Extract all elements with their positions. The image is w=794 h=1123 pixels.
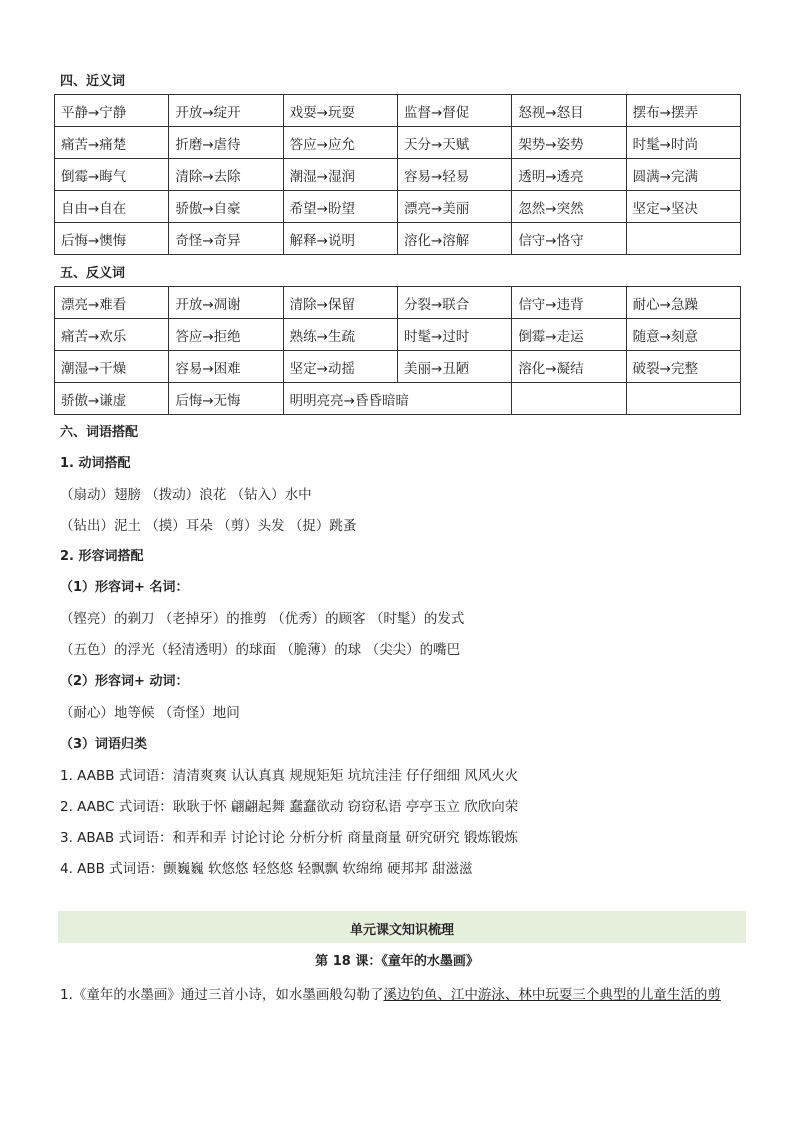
table-cell: 痛苦→痛楚 — [55, 127, 169, 159]
table-cell: 怒视→怒目 — [512, 95, 626, 127]
table-cell: 监督→督促 — [397, 95, 511, 127]
classify-heading: （3）词语归类 — [60, 737, 148, 752]
table-row — [55, 287, 741, 319]
table-row — [55, 159, 741, 191]
table-cell: 分裂→联合 — [397, 287, 511, 319]
table-row — [55, 127, 741, 159]
table-cell: 开放→绽开 — [169, 95, 283, 127]
table-cell: 潮湿→干燥 — [55, 351, 169, 383]
table-cell: 答应→拒绝 — [169, 319, 283, 351]
table-cell: 坚定→坚决 — [626, 191, 740, 223]
synonyms-table — [54, 94, 741, 255]
table-cell: 倒霉→晦气 — [55, 159, 169, 191]
table-cell: 信守→恪守 — [512, 223, 626, 255]
table-cell: 破裂→完整 — [626, 351, 740, 383]
table-row — [55, 95, 741, 127]
table-cell: 潮湿→湿润 — [283, 159, 397, 191]
antonyms-table — [54, 286, 741, 415]
table-cell: 容易→轻易 — [397, 159, 511, 191]
classify-line: 4. ABB 式词语：颤巍巍 软悠悠 轻悠悠 轻飘飘 软绵绵 硬邦邦 甜滋滋 — [60, 861, 473, 877]
table-cell: 折磨→虐待 — [169, 127, 283, 159]
table-row — [55, 319, 741, 351]
table-cell — [626, 223, 740, 255]
paragraph-underlined-text: 溪边钓鱼、江中游泳、林中玩耍三个典型的儿童生活的剪 — [383, 987, 721, 1003]
table-cell: 溶化→凝结 — [512, 351, 626, 383]
paragraph-text: 1.《童年的水墨画》通过三首小诗，如水墨画般勾勒了 — [60, 987, 384, 1003]
table-cell: 明明亮亮→昏昏暗暗 — [283, 383, 512, 415]
table-cell: 容易→困难 — [169, 351, 283, 383]
table-cell: 痛苦→欢乐 — [55, 319, 169, 351]
table-cell: 奇怪→奇异 — [169, 223, 283, 255]
table-cell: 后悔→懊悔 — [55, 223, 169, 255]
adj-collocation-heading: 2. 形容词搭配 — [60, 549, 144, 564]
table-row — [55, 223, 741, 255]
table-cell: 天分→天赋 — [397, 127, 511, 159]
table-cell: 时髦→时尚 — [626, 127, 740, 159]
verb-collocation-line: （钻出）泥土 （摸）耳朵 （剪）头发 （捉）跳蚤 — [60, 518, 357, 534]
table-cell: 平静→宁静 — [55, 95, 169, 127]
synonyms-heading: 四、近义词 — [60, 74, 126, 89]
table-cell: 透明→透亮 — [512, 159, 626, 191]
classify-line: 2. AABC 式词语：耿耿于怀 翩翩起舞 蠢蠢欲动 窃窃私语 亭亭玉立 欣欣向荣 — [60, 799, 519, 815]
table-cell: 希望→盼望 — [283, 191, 397, 223]
adj-verb-heading: （2）形容词+ 动词： — [60, 674, 189, 689]
table-row — [55, 191, 741, 223]
table-cell: 忽然→突然 — [512, 191, 626, 223]
table-cell: 耐心→急躁 — [626, 287, 740, 319]
section-band-title: 单元课文知识梳理 — [349, 923, 454, 938]
table-cell: 戏耍→玩耍 — [283, 95, 397, 127]
adj-verb-line: （耐心）地等候 （奇怪）地问 — [60, 705, 240, 721]
adj-noun-line: （铿亮）的剃刀 （老掉牙）的推剪 （优秀）的顾客 （时髦）的发式 — [60, 611, 465, 627]
table-cell: 时髦→过时 — [397, 319, 511, 351]
table-cell: 架势→姿势 — [512, 127, 626, 159]
verb-collocation-line: （扇动）翅膀 （拨动）浪花 （钻入）水中 — [60, 487, 312, 503]
table-row — [55, 383, 741, 415]
table-cell: 骄傲→谦虚 — [55, 383, 169, 415]
table-cell: 坚定→动摇 — [283, 351, 397, 383]
table-cell: 骄傲→自豪 — [169, 191, 283, 223]
lesson-title: 第 18 课：《童年的水墨画》 — [315, 954, 479, 969]
table-cell: 圆满→完满 — [626, 159, 740, 191]
classify-line: 1. AABB 式词语：清清爽爽 认认真真 规规矩矩 坑坑洼洼 仔仔细细 风风火火 — [60, 768, 519, 784]
table-row — [55, 351, 741, 383]
table-cell: 倒霉→走运 — [512, 319, 626, 351]
verb-collocation-heading: 1. 动词搭配 — [60, 456, 131, 471]
adj-noun-heading: （1）形容词+ 名词： — [60, 580, 189, 595]
table-cell: 熟练→生疏 — [283, 319, 397, 351]
antonyms-heading: 五、反义词 — [60, 266, 126, 281]
table-cell: 解释→说明 — [283, 223, 397, 255]
adj-noun-line: （五色）的浮光（轻清透明）的球面 （脆薄）的球 （尖尖）的嘴巴 — [60, 642, 461, 658]
table-cell: 答应→应允 — [283, 127, 397, 159]
table-cell: 自由→自在 — [55, 191, 169, 223]
table-cell: 清除→保留 — [283, 287, 397, 319]
classify-line: 3. ABAB 式词语：和弄和弄 讨论讨论 分析分析 商量商量 研究研究 锻炼锻炼 — [60, 830, 518, 846]
table-cell: 溶化→溶解 — [397, 223, 511, 255]
table-cell — [626, 383, 740, 415]
lesson-paragraph — [60, 983, 721, 1003]
table-cell: 漂亮→美丽 — [397, 191, 511, 223]
table-cell: 后悔→无悔 — [169, 383, 283, 415]
table-cell: 美丽→丑陋 — [397, 351, 511, 383]
table-cell: 漂亮→难看 — [55, 287, 169, 319]
collocation-heading: 六、词语搭配 — [60, 425, 139, 440]
table-cell: 摆布→摆弄 — [626, 95, 740, 127]
table-cell: 清除→去除 — [169, 159, 283, 191]
table-cell: 信守→违背 — [512, 287, 626, 319]
table-cell: 随意→刻意 — [626, 319, 740, 351]
table-cell — [512, 383, 626, 415]
table-cell: 开放→凋谢 — [169, 287, 283, 319]
section-band — [58, 911, 746, 943]
